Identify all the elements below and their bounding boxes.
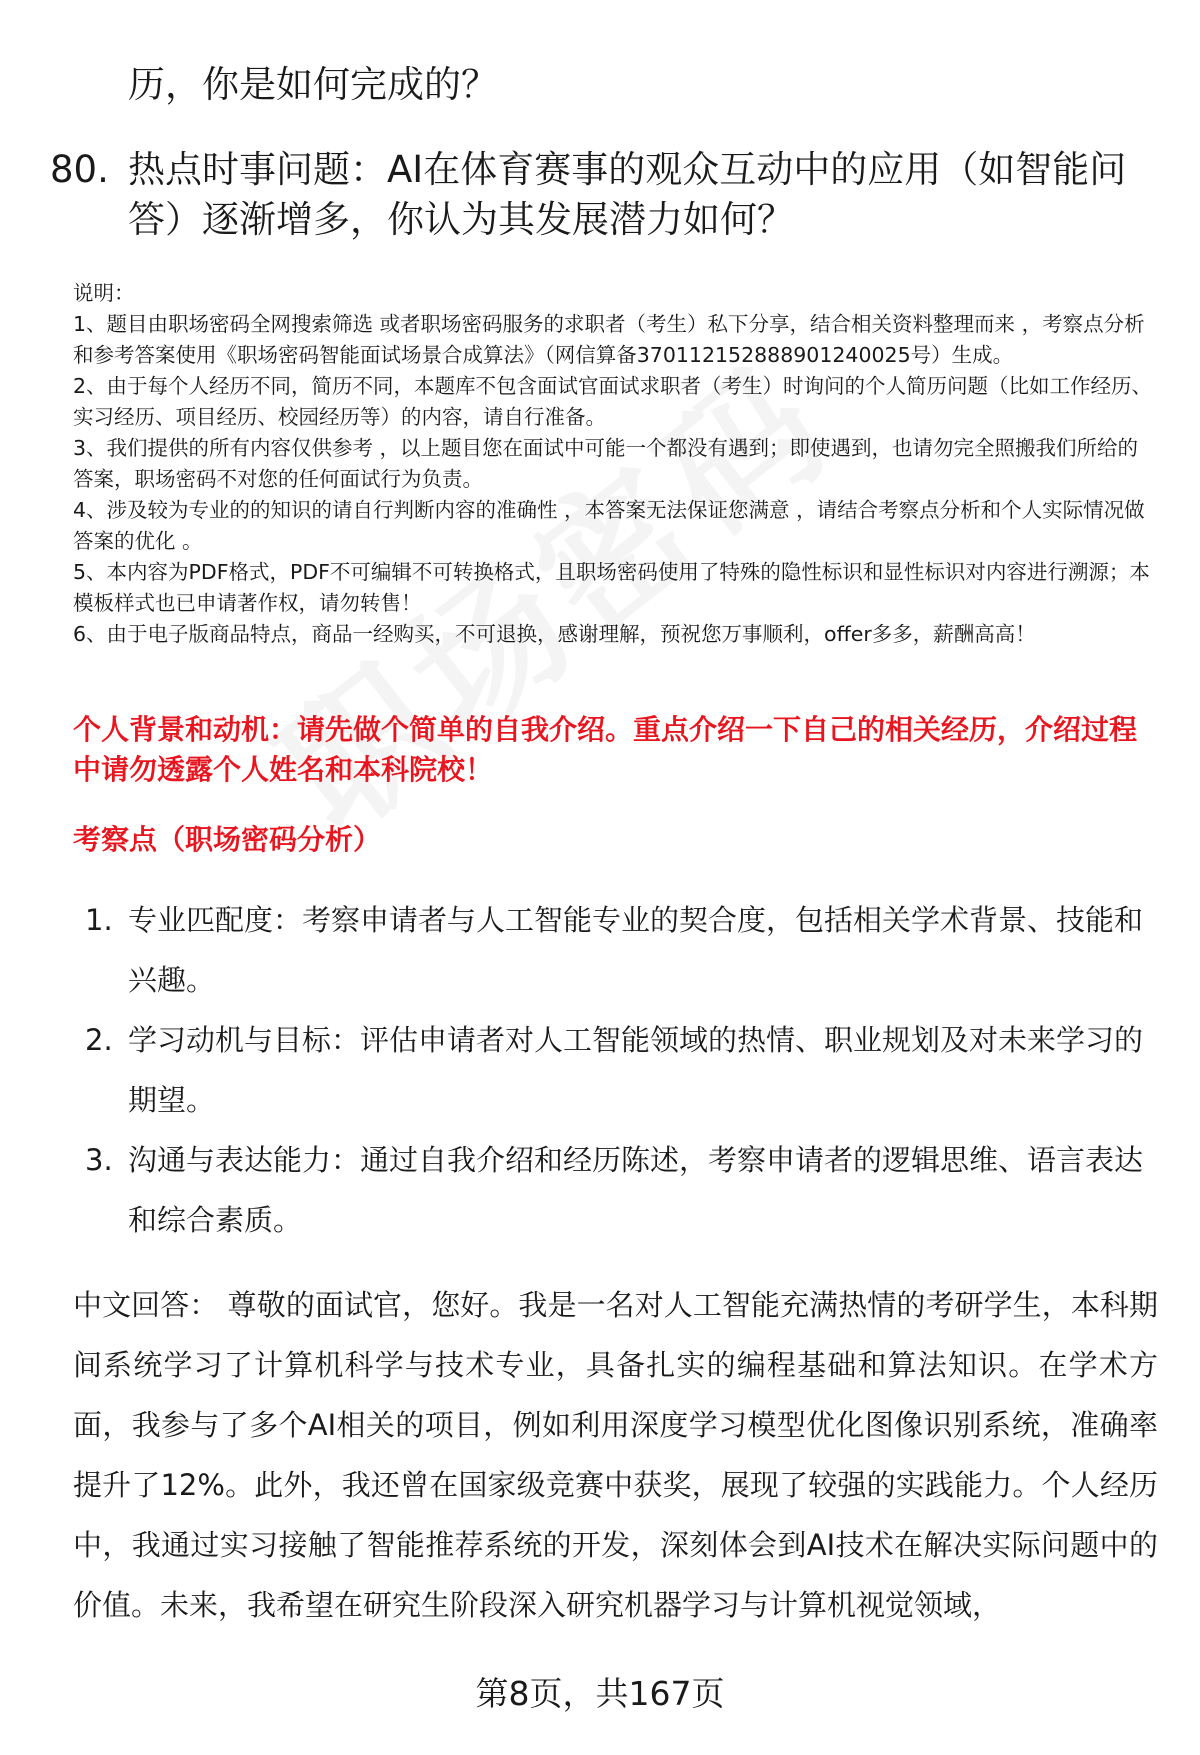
point-text: 专业匹配度：考察申请者与人工智能专业的契合度，包括相关学术背景、技能和兴趣。 <box>128 903 1144 997</box>
notes-section <box>73 278 1158 650</box>
section-subtitle: 考察点（职场密码分析） <box>73 823 382 856</box>
point-number: 2. <box>85 1023 113 1057</box>
note-item: 4、涉及较为专业的的知识的请自行判断内容的准确性 ，本答案无法保证您满意 ，请结合考察点分析和个人实际情况做答案的优化 。 <box>73 498 1145 553</box>
section-title: 个人背景和动机：请先做个简单的自我介绍。重点介绍一下自己的相关经历，介绍过程中请勿透露个人姓名和本科院校！ <box>73 713 1138 786</box>
previous-question-text: 历，你是如何完成的？ <box>128 63 498 106</box>
note-item: 2、由于每个人经历不同，简历不同，本题库不包含面试官面试求职者（考生）时询问的个人简历问题（比如工作经历、实习经历、项目经历、校园经历等）的内容，请自行准备。 <box>73 374 1153 429</box>
question-80 <box>50 145 1150 245</box>
point-text: 学习动机与目标：评估申请者对人工智能领域的热情、职业规划及对未来学习的期望。 <box>128 1023 1144 1117</box>
answer-text: 中文回答： 尊敬的面试官，您好。我是一名对人工智能充满热情的考研学生，本科期间系统学习了计算机科学与技术专业，具备扎实的编程基础和算法知识。在学术方面，我参与了多个AI相关的项目，例如利用深度学习模型优化图像识别系统，准确率提升了12%。此外，我还曾在国家级竞赛中获奖，展现了较强的实践能力。个人经历中，我通过实习接触了智能推荐系统的开发，深刻体会到AI技术在解决实际问题中的价值。未来，我希望在研究生阶段深入研究机器学习与计算机视觉领域， <box>73 1288 1158 1622</box>
assessment-point <box>73 890 1158 1010</box>
question-number: 80. <box>50 148 109 191</box>
point-text: 沟通与表达能力：通过自我介绍和经历陈述，考察申请者的逻辑思维、语言表达和综合素质。 <box>128 1143 1144 1237</box>
assessment-point <box>73 1130 1158 1250</box>
point-number: 1. <box>85 903 113 937</box>
previous-question-tail <box>50 60 1150 110</box>
note-item: 1、题目由职场密码全网搜索筛选 或者职场密码服务的求职者（考生）私下分享，结合相关资料整理而来 ，考察点分析和参考答案使用《职场密码智能面试场景合成算法》（网信算备370112152888901240025号）生成。 <box>73 312 1145 367</box>
assessment-points <box>73 890 1158 1250</box>
notes-heading: 说明： <box>73 281 135 305</box>
point-number: 3. <box>85 1143 113 1177</box>
page-footer: 第8页，共167页 <box>475 1674 725 1713</box>
question-text: 热点时事问题：AI在体育赛事的观众互动中的应用（如智能问答）逐渐增多，你认为其发展潜力如何？ <box>128 148 1127 241</box>
note-item: 6、由于电子版商品特点，商品一经购买，不可退换，感谢理解，预祝您万事顺利，offer多多，薪酬高高！ <box>73 622 1036 646</box>
note-item: 3、我们提供的所有内容仅供参考 ，以上题目您在面试中可能一个都没有遇到；即使遇到，也请勿完全照搬我们所给的答案，职场密码不对您的任何面试行为负责。 <box>73 436 1139 491</box>
note-item: 5、本内容为PDF格式，PDF不可编辑不可转换格式，且职场密码使用了特殊的隐性标识和显性标识对内容进行溯源；本模板样式也已申请著作权，请勿转售！ <box>73 560 1150 615</box>
assessment-point <box>73 1010 1158 1130</box>
